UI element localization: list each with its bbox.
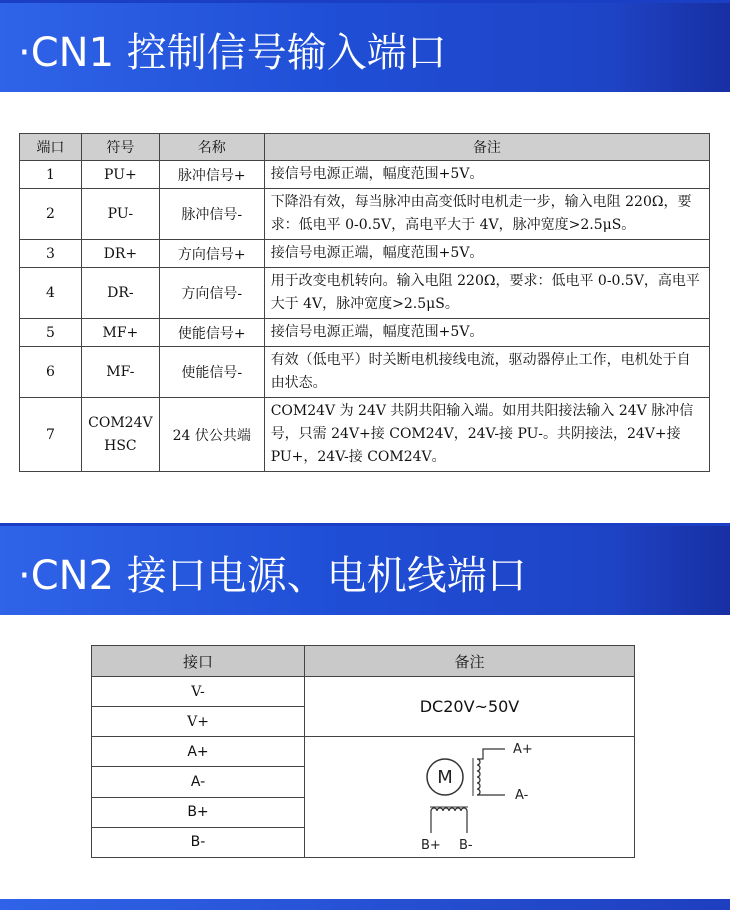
section-title-cn2: ·CN2 接口电源、电机线端口 — [18, 553, 527, 599]
section-banner-cn2 — [0, 523, 730, 615]
cell-name: 方向信号+ — [159, 240, 264, 268]
section-title-cn1: ·CN1 控制信号输入端口 — [18, 30, 447, 76]
cell-port-b-plus: B+ — [92, 797, 305, 827]
cell-port: 1 — [20, 161, 82, 189]
cell-note: 接信号电源正端，幅度范围+5V。 — [264, 319, 709, 347]
table-header-row — [92, 646, 635, 677]
motor-label: M — [437, 767, 453, 788]
cell-symbol: COM24V HSC — [81, 398, 159, 472]
cell-symbol: DR+ — [81, 240, 159, 268]
table-row — [92, 677, 635, 707]
cell-symbol: MF+ — [81, 319, 159, 347]
cell-name: 方向信号- — [159, 268, 264, 319]
cell-note: 接信号电源正端，幅度范围+5V。 — [264, 240, 709, 268]
header-symbol: 符号 — [81, 134, 159, 161]
coil-a-icon — [477, 759, 480, 795]
table-row — [20, 189, 710, 240]
cell-name: 使能信号- — [159, 347, 264, 398]
table-row — [92, 737, 635, 767]
table-header-row — [20, 134, 710, 161]
label-b-plus: B+ — [421, 838, 441, 853]
cell-power-note: DC20V~50V — [305, 677, 635, 737]
cell-note: COM24V 为 24V 共阴共阳输入端。如用共阳接法输入 24V 脉冲信号，只需 24V+接 COM24V，24V-接 PU-。共阴接法，24V+接 PU+，24V-接 COM24V。 — [264, 398, 709, 472]
header-port: 接口 — [92, 646, 305, 677]
header-port: 端口 — [20, 134, 82, 161]
header-note: 备注 — [305, 646, 635, 677]
cell-port-v-minus: V- — [92, 677, 305, 707]
label-a-minus: A- — [515, 788, 529, 803]
table-row — [20, 161, 710, 189]
cell-port-b-minus: B- — [92, 827, 305, 857]
cell-name: 脉冲信号- — [159, 189, 264, 240]
cell-name: 使能信号+ — [159, 319, 264, 347]
label-a-plus: A+ — [513, 742, 533, 757]
label-b-minus: B- — [459, 838, 473, 853]
cell-symbol: PU+ — [81, 161, 159, 189]
cell-port: 6 — [20, 347, 82, 398]
header-note: 备注 — [264, 134, 709, 161]
cell-note: 接信号电源正端，幅度范围+5V。 — [264, 161, 709, 189]
banner-accent — [610, 526, 730, 615]
cell-name: 24 伏公共端 — [159, 398, 264, 472]
cell-name: 脉冲信号+ — [159, 161, 264, 189]
banner-accent — [610, 3, 730, 92]
cell-port-v-plus: V+ — [92, 707, 305, 737]
cell-port: 7 — [20, 398, 82, 472]
cell-port-a-minus: A- — [92, 767, 305, 797]
cell-port: 3 — [20, 240, 82, 268]
table-row — [20, 319, 710, 347]
cell-symbol: DR- — [81, 268, 159, 319]
table-row — [20, 240, 710, 268]
cell-note: 下降沿有效，每当脉冲由高变低时电机走一步，输入电阻 220Ω，要求：低电平 0-0.5V，高电平大于 4V，脉冲宽度>2.5μS。 — [264, 189, 709, 240]
table-row — [20, 268, 710, 319]
cn2-port-table — [91, 645, 635, 858]
cell-port: 4 — [20, 268, 82, 319]
table-row — [20, 347, 710, 398]
coil-b-icon — [431, 808, 467, 811]
cell-port: 5 — [20, 319, 82, 347]
bottom-divider — [0, 899, 730, 910]
wire-a-plus — [477, 749, 505, 759]
cell-port: 2 — [20, 189, 82, 240]
header-name: 名称 — [159, 134, 264, 161]
cell-motor-diagram — [305, 737, 635, 858]
cell-symbol: PU- — [81, 189, 159, 240]
cell-port-a-plus: A+ — [92, 737, 305, 767]
cn1-signal-table — [19, 133, 710, 472]
table-row — [20, 398, 710, 472]
cell-note: 用于改变电机转向。输入电阻 220Ω，要求：低电平 0-0.5V，高电平大于 4V，脉冲宽度>2.5μS。 — [264, 268, 709, 319]
section-banner-cn1 — [0, 0, 730, 92]
motor-wiring-diagram — [305, 737, 633, 857]
cell-note: 有效（低电平）时关断电机接线电流，驱动器停止工作，电机处于自由状态。 — [264, 347, 709, 398]
cell-symbol: MF- — [81, 347, 159, 398]
